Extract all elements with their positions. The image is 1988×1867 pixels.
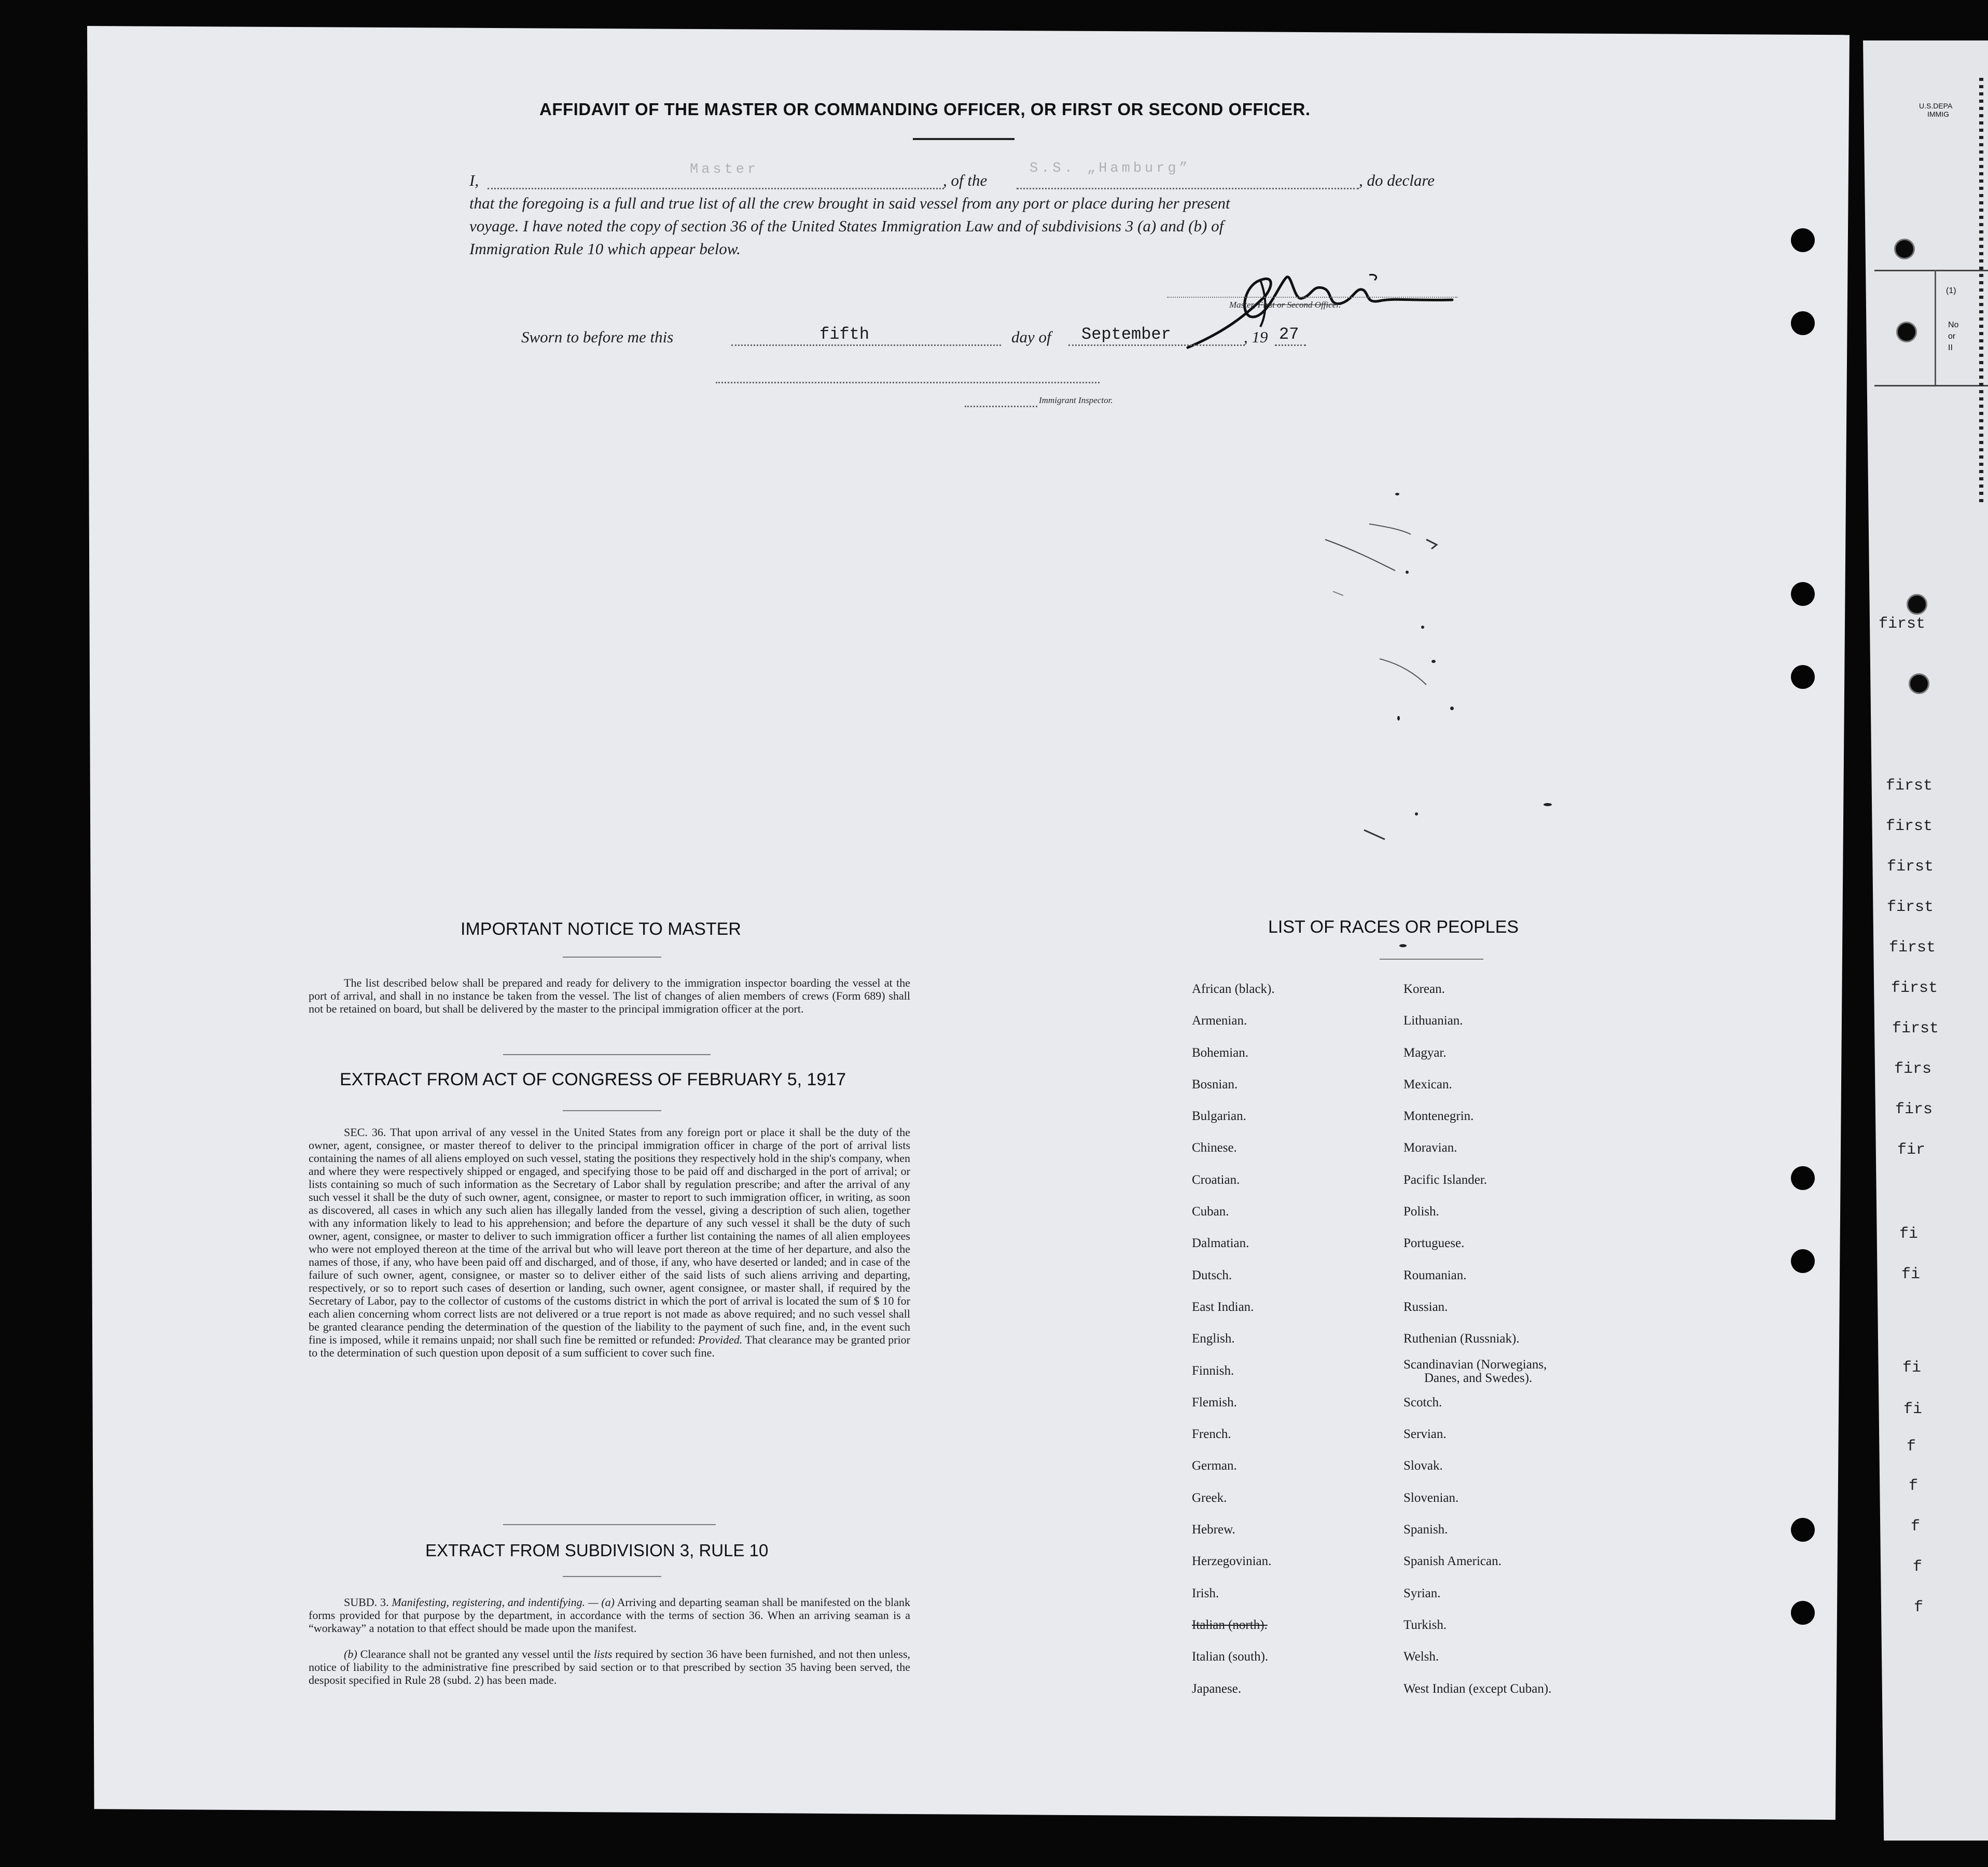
signature-caption (1229, 300, 1341, 310)
race-item: Slovenian. (1403, 1490, 1459, 1505)
caption-master: Master, (1229, 300, 1256, 310)
adjacent-entry: first (1879, 615, 1926, 633)
sec36-text-end: That clearance may be granted prior to the determination of such question upon deposit of a sum sufficient to cover such fine. (309, 1333, 911, 1359)
race-item: French. (1192, 1427, 1231, 1442)
race-item: Flemish. (1192, 1395, 1237, 1409)
adjacent-entry: first (1887, 858, 1934, 876)
adjacent-rule-2 (1874, 385, 1988, 386)
race-item: Italian (south). (1192, 1650, 1269, 1664)
adjacent-box-mark-2: No (1948, 321, 1959, 329)
adjacent-entry: first (1886, 777, 1933, 795)
stray-pencil-marks (1323, 519, 1478, 882)
race-item: Irish. (1192, 1586, 1219, 1600)
affidavit-title: AFFIDAVIT OF THE MASTER OR COMMANDING OFFICER, OR FIRST OR SECOND OFFICER. (539, 100, 1311, 119)
subd-title: Manifesting, registering, and indentifying. (392, 1596, 586, 1609)
adjacent-entry: fir (1897, 1141, 1926, 1159)
race-item: Roumanian. (1403, 1268, 1467, 1282)
race-item: Pacific Islander. (1403, 1172, 1487, 1187)
adjacent-punch-hole (1894, 239, 1915, 259)
race-item: Spanish. (1403, 1523, 1448, 1537)
adjacent-perforation (1979, 78, 1983, 503)
master-name-typed: Master (690, 162, 759, 177)
race-item: Croatian. (1192, 1172, 1240, 1187)
race-item: Syrian. (1403, 1586, 1441, 1600)
race-item: Welsh. (1403, 1650, 1439, 1664)
adjacent-entry: firs (1895, 1101, 1933, 1118)
race-item: Korean. (1403, 982, 1445, 996)
adjacent-entry: f (1914, 1599, 1924, 1616)
vessel-blank (1017, 188, 1359, 189)
inspector-caption: Immigrant Inspector. (1039, 395, 1113, 405)
punch-hole (1791, 1518, 1815, 1542)
subd-a-label: — (a) (588, 1596, 615, 1609)
punch-hole (1791, 582, 1815, 606)
adjacent-entry: firs (1894, 1060, 1932, 1078)
notice-rule (563, 957, 661, 958)
sworn-month-typed: September (1081, 325, 1171, 344)
race-item: Finnish. (1192, 1363, 1234, 1378)
adjacent-box-mark-4: II (1948, 343, 1953, 352)
adjacent-header-line1: U.S.DEPA (1919, 102, 1953, 110)
punch-hole (1791, 665, 1815, 689)
declaration-line-4: Immigration Rule 10 which appear below. (469, 240, 741, 258)
subd-b-body-2: required by section 36 have been furnished, and not then unless, notice of liability to the administrative fine prescribed by said section or to that prescribed by section 35 having been served, the desposit specified in Rule 28 (subd. 2) has been made. (309, 1648, 911, 1686)
notice-text: The list described below shall be prepared and ready for delivery to the immigration inspector boarding the vessel at the port of arrival, and shall in no instance be taken from the vessel. The list of changes of alien members of crews (Form 689) shall not be retained on board, but shall be delivered by the master to the principal immigration officer at the port. (309, 976, 910, 1015)
extract-act-heading: EXTRACT FROM ACT OF CONGRESS OF FEBRUARY 5, 1917 (340, 1070, 846, 1089)
declaration-do-declare: , do declare (1359, 171, 1435, 189)
race-item: Italian (north). (1192, 1617, 1268, 1632)
sworn-day-of: day of (1011, 328, 1051, 346)
races-heading: LIST OF RACES OR PEOPLES (1268, 917, 1519, 937)
declaration-prefix: I, (469, 171, 479, 189)
race-item: Portuguese. (1403, 1236, 1465, 1251)
race-item: Bohemian. (1192, 1045, 1249, 1060)
race-item: Scotch. (1403, 1395, 1442, 1409)
race-item: Magyar. (1403, 1045, 1447, 1060)
adjacent-punch-hole (1907, 594, 1927, 615)
adjacent-column-rule (1935, 270, 1936, 385)
adjacent-entry: first (1892, 1020, 1939, 1038)
subd-label: SUBD. 3. (344, 1596, 389, 1609)
race-item: Hebrew. (1192, 1523, 1235, 1537)
extract-act-bottom-rule (503, 1524, 716, 1525)
adjacent-entry: f (1907, 1438, 1916, 1456)
adjacent-box-mark-3: or (1948, 332, 1956, 341)
adjacent-entry: fi (1903, 1401, 1923, 1418)
extract-rule-heading: EXTRACT FROM SUBDIVISION 3, RULE 10 (425, 1541, 769, 1560)
race-item: Turkish. (1403, 1617, 1447, 1632)
subd-b-label: (b) (344, 1648, 357, 1661)
subd-b-text (309, 1648, 910, 1686)
declaration-of-the: , of the (943, 171, 988, 189)
month-blank (1068, 344, 1245, 346)
race-item: Polish. (1403, 1205, 1439, 1219)
adjacent-entry: fi (1901, 1266, 1921, 1283)
race-item: Mexican. (1403, 1077, 1452, 1091)
caption-struck-officer: First or Second Officer. (1257, 300, 1341, 310)
sworn-day-typed: fifth (819, 325, 870, 344)
adjacent-punch-hole (1896, 322, 1917, 342)
notice-heading: IMPORTANT NOTICE TO MASTER (461, 919, 741, 939)
adjacent-entry: first (1886, 818, 1933, 835)
race-item: East Indian. (1192, 1299, 1254, 1314)
race-item: Slovak. (1403, 1459, 1443, 1473)
race-item: Ruthenian (Russniak). (1403, 1332, 1520, 1346)
punch-hole (1791, 1601, 1815, 1625)
adjacent-entry: f (1909, 1477, 1919, 1495)
name-blank (488, 188, 944, 189)
race-item: Chinese. (1192, 1141, 1237, 1155)
extract-act-rule (563, 1110, 661, 1111)
race-item: Scandinavian (Norwegians, Danes, and Swedes). (1403, 1357, 1547, 1385)
vessel-name-typed: S.S. „Hamburg” (1030, 161, 1191, 176)
race-item: Bulgarian. (1192, 1109, 1246, 1124)
race-item: Armenian. (1192, 1014, 1247, 1028)
race-item: Moravian. (1403, 1141, 1457, 1155)
race-item: Cuban. (1192, 1205, 1229, 1219)
race-item: West Indian (except Cuban). (1403, 1681, 1552, 1696)
subd-a-text (309, 1596, 910, 1635)
adjacent-entry: f (1911, 1518, 1921, 1536)
adjacent-header-line2: IMMIG (1927, 110, 1949, 118)
races-column-2 (1403, 973, 1642, 1705)
adjacent-entry: f (1913, 1558, 1923, 1576)
sec36-provided: Provided. (698, 1333, 743, 1346)
sworn-year-prefix: , 19 (1244, 328, 1268, 346)
race-item: German. (1192, 1459, 1237, 1473)
race-item: African (black). (1192, 982, 1275, 996)
race-item: Greek. (1192, 1490, 1227, 1505)
adjacent-entry: fi (1902, 1359, 1922, 1377)
races-rule (1380, 959, 1483, 960)
subd-a-body: Arriving and departing seaman shall be manifested on the blank forms provided for that purpose by the department, in accordance with the terms of section 36. When an arriving seaman is a “workaway” a notation to that effect should be made upon the manifest. (309, 1596, 911, 1635)
notice-bottom-rule (503, 1054, 711, 1055)
race-item: Russian. (1403, 1299, 1448, 1314)
race-item: Spanish American. (1403, 1554, 1502, 1569)
extract-rule-rule (563, 1576, 661, 1577)
race-item: Dutsch. (1192, 1268, 1232, 1282)
punch-hole (1791, 311, 1815, 335)
race-item: Servian. (1403, 1427, 1447, 1442)
adjacent-entry: first (1889, 939, 1936, 957)
sec36-text: SEC. 36. That upon arrival of any vessel in the United States from any foreign port or place it shall be the duty of the owner, agent, consignee, or master thereof to deliver to the principal immigration officer in charge of the port of arrival lists containing the names of all aliens employed on such vessel, stating the positions they respectively hold in the ship's company, when and where they were respectively shipped or engaged, and specifying those to be paid off and discharged in the port of arrival; or lists containing so much of such information as the Secretary of Labor shall by regulation prescribe; and after the arrival of any such vessel it shall be the duty of such owner, agent, consignee, or master to report to such immigration officer, in writing, as soon as discovered, all cases in which any such alien has illegally landed from the vessel, giving a description of such alien, together with any information likely to lead to his apprehension; and before the departure of any such vessel it shall be the duty of such owner, agent, consignee, or master to deliver to such immigration officer a further list containing the names of all alien employees who were not employed thereon at the time of the arrival but who will leave port thereon at the time of her departure, and also the names of those, if any, who have been paid off and discharged, and of those, if any, who have deserted or landed; and in case of the failure of such owner, agent, consignee, or master so to deliver either of the said lists of such aliens arriving and departing, respectively, or so to report such cases of desertion or landing, such owner, agent consignee, or master shall, if required by the Secretary of Labor, pay to the collector of customs of the customs district in which the port of arrival is located the sum of $ 10 for each alien concerning whom correct lists are not delivered or a true report is not made as above required; and no such vessel shall be granted clearance pending the determination of the question of the liability to the payment of such fine, and, in the event such fine is imposed, while it remains unpaid; nor shall such fine be remitted or refunded: (309, 1126, 910, 1346)
adjacent-box-mark-1: (1) (1946, 286, 1956, 295)
races-column-1 (1192, 973, 1389, 1705)
race-item: Lithuanian. (1403, 1014, 1463, 1028)
race-item: Montenegrin. (1403, 1109, 1474, 1124)
adjacent-rule-1 (1874, 270, 1988, 271)
adjacent-entry: first (1891, 979, 1938, 997)
race-item: Bosnian. (1192, 1077, 1238, 1091)
punch-hole (1791, 1166, 1815, 1190)
year-blank (1275, 344, 1306, 346)
declaration-line-2: that the foregoing is a full and true list of all the crew brought in said vessel from any port or place during her present (469, 194, 1230, 212)
declaration-line-3: voyage. I have noted the copy of section 36 of the United States Immigration Law and of subdivisions 3 (a) and (b) of (469, 217, 1224, 235)
race-item: English. (1192, 1332, 1235, 1346)
subd-b-lists: lists (593, 1648, 613, 1661)
sworn-year-typed: 27 (1279, 325, 1299, 344)
race-item: Japanese. (1192, 1681, 1242, 1696)
race-item: Dalmatian. (1192, 1236, 1249, 1251)
speck-mark (1544, 803, 1552, 806)
signature-line (1167, 297, 1457, 298)
punch-hole (1791, 1249, 1815, 1273)
inspector-line-lower (965, 406, 1037, 407)
adjacent-entry: fi (1899, 1225, 1919, 1243)
speck-mark (1395, 493, 1399, 495)
inspector-line-upper (716, 382, 1100, 383)
adjacent-punch-hole (1909, 673, 1929, 694)
sworn-prefix: Sworn to before me this (521, 328, 674, 346)
race-item: Herzegovinian. (1192, 1554, 1272, 1569)
extract-act-text (309, 1126, 910, 1359)
title-rule (913, 138, 1014, 140)
subd-b-body-1: Clearance shall not be granted any vessel until the (360, 1648, 591, 1661)
punch-hole (1791, 228, 1815, 252)
adjacent-entry: first (1887, 898, 1934, 916)
speck-mark (1399, 944, 1407, 947)
day-blank (731, 344, 1001, 346)
